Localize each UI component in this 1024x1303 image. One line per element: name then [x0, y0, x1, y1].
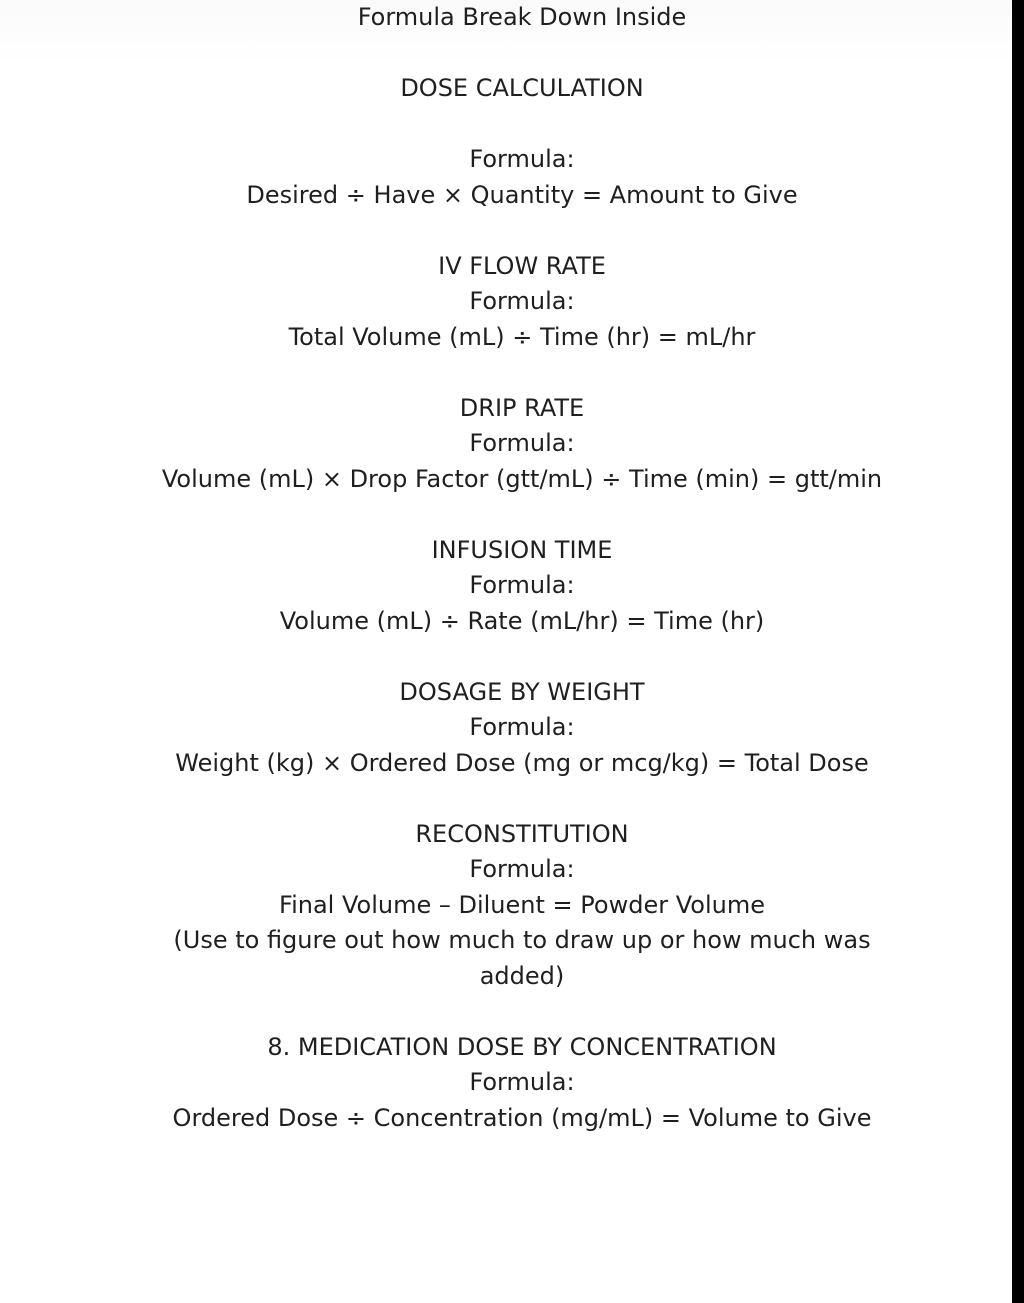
formula-label: Formula:	[469, 713, 575, 741]
section-title-dose-calculation: DOSE CALCULATION	[400, 74, 644, 102]
formula-dosage-by-weight: Weight (kg) × Ordered Dose (mg or mcg/kg) = Total Dose	[175, 748, 869, 777]
formula-label: Formula:	[469, 429, 575, 457]
spacer	[22, 497, 1022, 533]
spacer	[22, 355, 1022, 391]
formula-label: Formula:	[469, 145, 575, 173]
spacer	[22, 213, 1022, 249]
formula-medication-dose-by-concentration: Ordered Dose ÷ Concentration (mg/mL) = Volume to Give	[172, 1103, 872, 1132]
spacer	[22, 994, 1022, 1030]
formula-dose-calculation: Desired ÷ Have × Quantity = Amount to Give	[246, 180, 798, 209]
formula-iv-flow-rate: Total Volume (mL) ÷ Time (hr) = mL/hr	[288, 322, 756, 351]
spacer	[22, 36, 1022, 72]
formula-infusion-time: Volume (mL) ÷ Rate (mL/hr) = Time (hr)	[279, 606, 765, 635]
section-title-infusion-time: INFUSION TIME	[431, 535, 613, 564]
formula-label: Formula:	[469, 571, 575, 599]
formula-label: Formula:	[469, 287, 575, 315]
formula-label: Formula:	[469, 1068, 575, 1096]
section-title-drip-rate: DRIP RATE	[459, 393, 585, 422]
spacer	[22, 781, 1022, 817]
section-title-dosage-by-weight: DOSAGE BY WEIGHT	[399, 677, 645, 706]
document-content	[22, 0, 1022, 1136]
document-header: Formula Break Down Inside	[357, 3, 687, 31]
formula-label: Formula:	[469, 855, 575, 883]
section-title-iv-flow-rate: IV FLOW RATE	[438, 251, 606, 280]
section-title-medication-dose-by-concentration: 8. MEDICATION DOSE BY CONCENTRATION	[267, 1032, 777, 1061]
window-edge	[1012, 0, 1024, 1303]
spacer	[22, 107, 1022, 143]
spacer	[22, 639, 1022, 675]
reconstitution-note: (Use to figure out how much to draw up or how much was added)	[173, 926, 871, 990]
section-title-reconstitution: RECONSTITUTION	[415, 819, 629, 848]
formula-drip-rate: Volume (mL) × Drop Factor (gtt/mL) ÷ Time (min) = gtt/min	[161, 464, 883, 493]
formula-reconstitution: Final Volume – Diluent = Powder Volume	[279, 890, 765, 919]
